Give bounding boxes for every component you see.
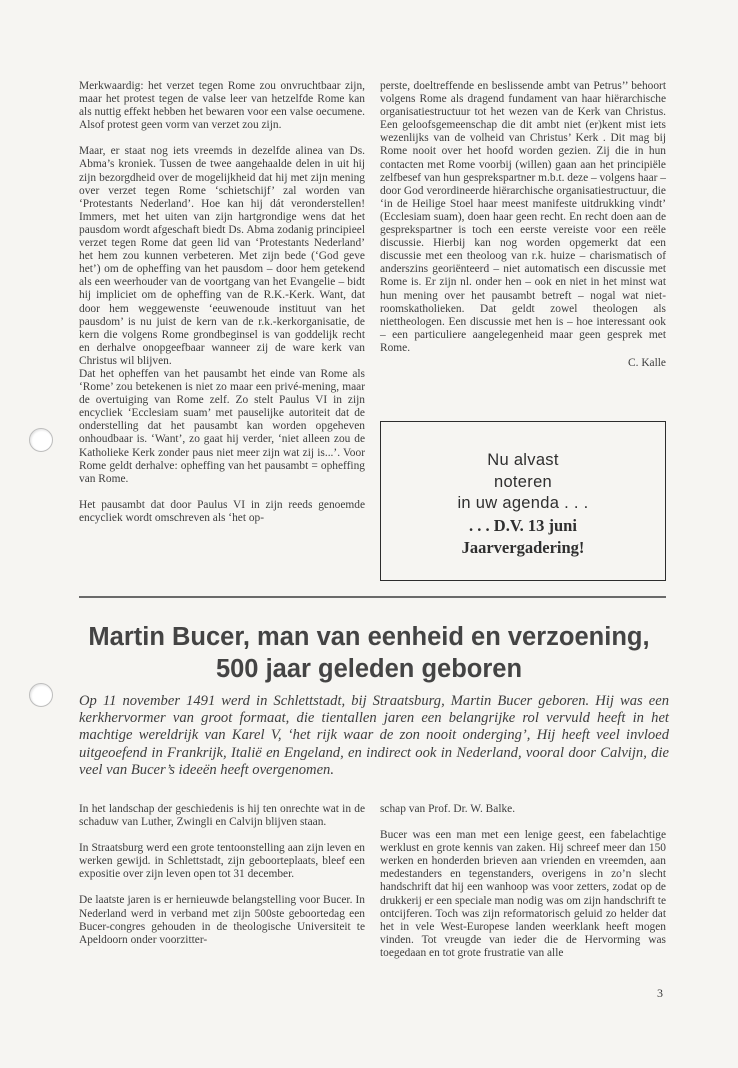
article-title-line: Martin Bucer, man van eenheid en verzoening, (88, 623, 650, 651)
article-title-line: 500 jaar geleden geboren (215, 655, 523, 683)
paragraph: Maar, er staat nog iets vreemds in dezelfde alinea van Ds. Abma’s kroniek. Tussen de twee aangehaalde delen in uit hij zijn bezorgdheid over de mogelijkheid dat hij met zijn mening over verzet tegen Rome ‘schietschijf’ zal worden van ‘Protestants Nederland’. Hoe kan hij dát veronderstellen! Immers, met het uiten van zijn hartgrondige wens dat het pausdom wordt afgeschaft biedt Ds. Abma zodanig principieel verzet tegen Rome dat geen lid van ‘Protestants Nederland’ het hem zou kunnen verbeteren. Met zijn bede (‘God geve het’) om de opheffing van het pausdom – door hem getekend als een weerhouder van de voortgang van het Evangelie – bidt hij impliciet om de opheffing van de R.K.-Kerk. Want, dat door hem weggewenste ‘eeuwenoude instituut van het pausdom’ is nu juist de kern van de r.k.-kerkorganisatie, de kern die volgens Rome grondbeginsel is van goddelijk recht en derhalve onopgeefbaar wanneer zij de ware kerk van Christus wil blijven. (79, 145, 365, 367)
paragraph: Merkwaardig: het verzet tegen Rome zou onvruchtbaar zijn, maar het protest tegen de valse leer van hetzelfde Rome kan als nuttig effekt hebben het bewaren voor een valse oecumene. Alsof protest geen vorm van verzet zou zijn. (79, 80, 365, 132)
section-divider (79, 596, 666, 598)
punch-hole (29, 683, 53, 707)
notice-line: in uw agenda . . . (457, 494, 589, 512)
column-top-left (79, 80, 365, 538)
paragraph: In het landschap der geschiedenis is hij ten onrechte wat in de schaduw van Luther, Zwingli en Calvijn blijven staan. (79, 803, 365, 829)
notice-date: . . . D.V. 13 juni (469, 515, 577, 535)
paragraph: perste, doeltreffende en beslissende ambt van Petrus’’ behoort volgens Rome als dragend fundament van haar hiërarchische organisatiestructuur tot het wezen van de Kerk van Christus. Een geloofsgemeenschap die dit ambt niet (er)kent mist iets wezenlijks van de volheid van Christus’ Kerk . Dit mag bij Rome nooit over het hoofd worden gezien. Zij die in hun contacten met Rome voorbij (willen) gaan aan het principiële zelfbesef van hun gesprekspartner m.b.t. deze – volgens haar – door God verordineerde hiërarchische organisatiestructuur, die ‘in de Heilige Stoel haar meest manifeste uitdrukking vindt’ (Ecclesiam suam), doen haar geen recht. En recht doen aan de gesprekspartner is toch een eerste vereiste voor een reële discussie. Hierbij kan nog worden opgemerkt dat een discussie met een theoloog van r.k. huize – charismatisch of anderszins georiënteerd – niet automatisch een discussie met Rome is. Er zijn nl. onder hen – ook en niet in het minst wat hun mening over het pausambt betreft – nogal wat niet-roomskatholieken. Dat geldt zowel theologen als niettheologen. Een discussie met hen is – hoe interessant ook – een particuliere aangelegenheid maar geen gesprek met Rome. (380, 80, 666, 354)
article-column-right (380, 803, 666, 973)
paragraph: De laatste jaren is er hernieuwde belangstelling voor Bucer. In Nederland werd in verband met zijn 500ste geboortedag een Bucer-congres gehouden in de theologische Universiteit te Apeldoorn onder voorzitter- (79, 894, 365, 946)
article-lead: Op 11 november 1491 werd in Schlettstadt, bij Straatsburg, Martin Bucer geboren. Hij was een kerkhervormer van groot formaat, die tientallen jaren een belangrijke rol vervuld heeft in het machtige wereldrijk van Karel V, ‘het rijk waar de zon nooit onderging’, Hij heeft veel invloed uitgeoefend in Frankrijk, Italië en Engeland, en indirect ook in Nederland, vooral door Calvijn, die veel van Bucer’s ideeën heeft overgenomen. (79, 693, 669, 778)
paragraph: schap van Prof. Dr. W. Balke. (380, 803, 516, 815)
article-title (64, 621, 674, 685)
article-column-left (79, 803, 365, 960)
notice-line: Nu alvast (487, 451, 559, 469)
notice-event: Jaarvergadering! (461, 537, 585, 557)
announcement-box (380, 421, 666, 581)
paragraph: Het pausambt dat door Paulus VI in zijn reeds genoemde encycliek wordt omschreven als ‘het op- (79, 498, 365, 524)
signature: C. Kalle (628, 356, 666, 369)
notice-line: noteren (493, 472, 553, 491)
page-number: 3 (657, 986, 663, 1000)
paragraph: Bucer was een man met een lenige geest, een fabelachtige werklust en grote kennis van zaken. Hij schreef meer dan 150 werken en honderden brieven aan vrienden en vreemden, aan medestanders en tegenstanders, overigens in zo’n slecht handschrift dat hij een wanhoop was voor zetters, zodat op de drukkerij er een speciale man nodig was om zijn handschrift te ontcijferen. Toch was zijn reformatorisch geluid zo helder dat het in vele West-Europese landen weerklank heeft mogen vinden. Tot vreugde van ieder die de Hervorming was toegedaan en tot grote frustratie van alle (380, 829, 666, 959)
punch-hole (29, 428, 53, 452)
paragraph: In Straatsburg werd een grote tentoonstelling aan zijn leven en werken gewijd. in Schlettstadt, zijn geboorteplaats, bleef een expositie over zijn leven open tot 31 december. (79, 842, 365, 881)
paragraph: Dat het opheffen van het pausambt het einde van Rome als ‘Rome’ zou betekenen is niet zo maar een privé-mening, maar de overtuiging van Rome zelf. Zo stelt Paulus VI in zijn encycliek ‘Ecclesiam suam’ met pauselijke autoriteit dat de onderstelling dat het pausambt kan worden opgeheven onhoudbaar is. ‘Want’, zo gaat hij verder, ‘niet alleen zou de Katholieke Kerk zonder paus niet meer zijn wat zij is...’. Voor Rome geldt derhalve: opheffing van het pausambt = opheffing van Rome. (79, 367, 365, 485)
column-top-right (380, 80, 666, 370)
